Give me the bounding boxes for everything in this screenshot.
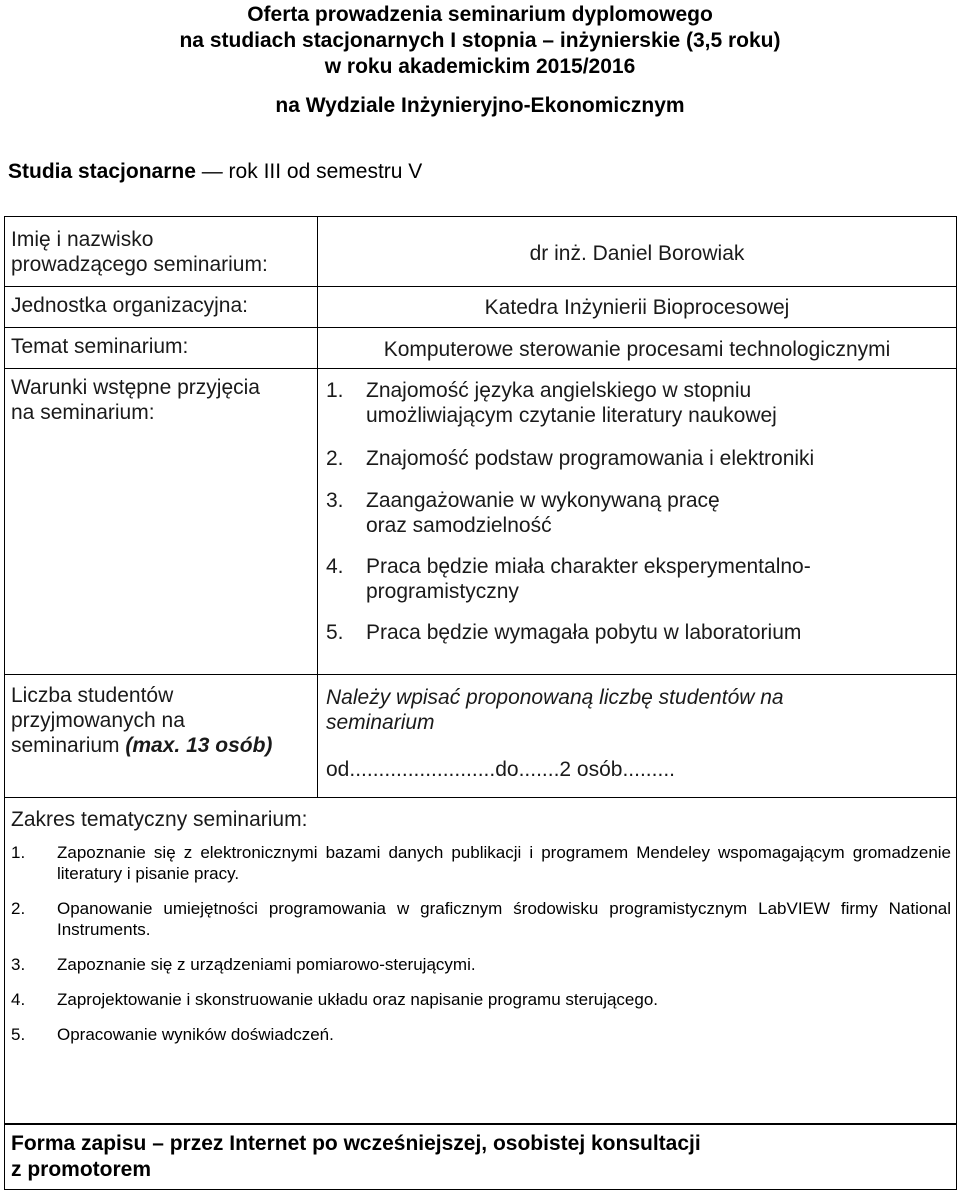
conditions-label-line1: Warunki wstępne przyjęcia — [11, 376, 260, 399]
row-student-count — [5, 675, 956, 797]
study-mode: Studia stacjonarne — [8, 160, 196, 183]
student-count-label-line1: Liczba studentów — [11, 684, 174, 707]
topic-item — [11, 989, 951, 1010]
condition-item — [318, 620, 956, 645]
topics-list — [11, 842, 951, 1059]
study-year-semester: — rok III od semestru V — [195, 160, 423, 183]
topic-text: Zapoznanie się z urządzeniami pomiarowo-sterującymi. — [57, 955, 476, 974]
row-unit — [5, 287, 956, 328]
condition-text: Znajomość podstaw programowania i elektroniki — [366, 447, 815, 470]
condition-number: 5. — [326, 621, 344, 644]
topic-text: Zaprojektowanie i skonstruowanie układu oraz napisanie programu sterującego. — [57, 990, 659, 1009]
condition-item — [318, 446, 956, 488]
student-count-label-line3: seminarium — [11, 734, 126, 757]
topic-text: Zapoznanie się z elektronicznymi bazami danych publikacji i programem Mendeley wspomagającym gromadzenie literatury i pisanie pracy. — [57, 843, 951, 883]
condition-text-cont: oraz samodzielność — [366, 514, 552, 537]
condition-number: 3. — [326, 489, 344, 512]
registration-method-cont: z promotorem — [11, 1158, 152, 1181]
topic-number: 1. — [11, 843, 26, 862]
row-topic — [5, 328, 956, 369]
student-count-label — [5, 675, 318, 797]
condition-text: Znajomość języka angielskiego w stopniu — [366, 379, 752, 402]
topic-item — [11, 842, 951, 884]
registration-label: Forma zapisu — [11, 1132, 147, 1155]
lecturer-label-line2: prowadzącego seminarium: — [11, 253, 268, 276]
topic-number: 4. — [11, 990, 26, 1009]
condition-text-cont: umożliwiającym czytanie literatury naukowej — [366, 404, 777, 427]
topics-section — [4, 798, 957, 1124]
topics-title: Zakres tematyczny seminarium: — [11, 808, 308, 831]
row-lecturer — [5, 217, 956, 287]
header-faculty: na Wydziale Inżynieryjno-Ekonomicznym — [275, 94, 685, 117]
topic-text: Opracowanie wyników doświadczeń. — [57, 1025, 334, 1044]
lecturer-label-line1: Imię i nazwisko — [11, 228, 154, 251]
study-mode-line — [8, 160, 422, 184]
student-count-hint-cont: seminarium — [326, 711, 435, 734]
conditions-list — [318, 369, 956, 674]
unit-value: Katedra Inżynierii Bioprocesowej — [484, 296, 790, 319]
unit-label: Jednostka organizacyjna: — [5, 287, 318, 327]
lecturer-name: dr inż. Daniel Borowiak — [529, 242, 745, 265]
condition-text: Zaangażowanie w wykonywaną pracę — [366, 489, 720, 512]
student-count-value — [318, 675, 956, 797]
topic-number: 5. — [11, 1025, 26, 1044]
student-count-max: (max. 13 osób) — [125, 734, 273, 757]
lecturer-label — [5, 217, 318, 286]
registration-method: – przez Internet po wcześniejszej, osobistej konsultacji — [146, 1132, 701, 1155]
condition-number: 2. — [326, 447, 344, 470]
condition-number: 1. — [326, 379, 344, 402]
conditions-label-line2: na seminarium: — [11, 401, 155, 424]
header-title: Oferta prowadzenia seminarium dyplomowego — [247, 3, 713, 26]
registration-form-section — [4, 1124, 957, 1190]
student-count-label-line2: przyjmowanych na — [11, 709, 185, 732]
topic-text: Opanowanie umiejętności programowania w graficznym środowisku programistycznym LabVIEW firmy National Instruments. — [57, 899, 951, 939]
condition-text: Praca będzie miała charakter eksperymentalno- — [366, 555, 811, 578]
topic-item — [11, 1024, 951, 1045]
topic-number: 3. — [11, 955, 26, 974]
condition-number: 4. — [326, 555, 344, 578]
condition-item — [318, 488, 956, 554]
conditions-label — [5, 369, 318, 674]
topic-value: Komputerowe sterowanie procesami technologicznymi — [383, 338, 891, 361]
condition-text: Praca będzie wymagała pobytu w laboratorium — [366, 621, 802, 644]
condition-item — [318, 378, 956, 446]
topic-label: Temat seminarium: — [5, 328, 318, 368]
seminar-info-table — [4, 216, 957, 798]
topic-item — [11, 898, 951, 940]
header-study-type: na studiach stacjonarnych I stopnia – inżynierskie (3,5 roku) — [179, 29, 781, 52]
condition-item — [318, 554, 956, 620]
student-count-hint: Należy wpisać proponowaną liczbę studentów na — [326, 686, 784, 709]
condition-text-cont: programistyczny — [366, 580, 519, 603]
topic-number: 2. — [11, 899, 26, 918]
student-count-field: od.........................do.......2 osób......... — [326, 758, 675, 781]
topic-item — [11, 954, 951, 975]
row-conditions — [5, 369, 956, 675]
header-academic-year: w roku akademickim 2015/2016 — [324, 55, 636, 78]
